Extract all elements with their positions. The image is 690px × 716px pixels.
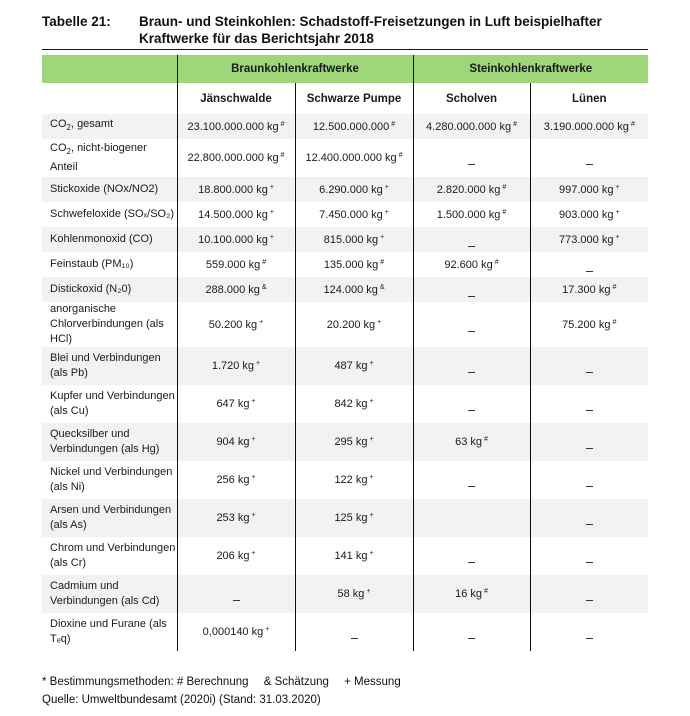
method-marker: + [251, 436, 256, 443]
value-cell-jaenschwalde [177, 499, 295, 537]
table-footer [42, 673, 401, 709]
emission-value: 63 kg [455, 436, 483, 448]
no-data-dash [468, 562, 475, 563]
corner-cell [42, 83, 177, 114]
table-row [42, 302, 648, 347]
pollutant-name-rest: , gesamt [70, 118, 114, 131]
table-title: Braun- und Steinkohlen: Schadstoff-Freisetzungen in Luft beispielhafter Kraftwerke für das Berichtsjahr 2018 [139, 14, 602, 46]
method-marker: + [269, 233, 274, 241]
table-row [42, 537, 648, 575]
value-cell-schwarze-pumpe [295, 461, 413, 499]
value-cell-scholven [413, 139, 530, 177]
method-berechnung: # Berechnung [176, 676, 249, 688]
emission-value: 124.000 kg [323, 283, 378, 296]
pollutant-name: Dioxine und Furane (als Tₑq) [42, 613, 177, 651]
value-cell-jaenschwalde [177, 423, 295, 461]
no-data-dash [468, 638, 475, 639]
method-marker: + [369, 550, 374, 557]
emission-value: 17.300 kg [562, 283, 611, 296]
method-marker: # [280, 152, 285, 159]
no-data-dash [586, 448, 593, 449]
value-cell-jaenschwalde [177, 177, 295, 202]
emission-value: 58 kg [337, 588, 365, 600]
no-data-dash [468, 372, 475, 373]
plant-header-luenen: Lünen [530, 83, 648, 114]
method-marker: # [280, 120, 285, 128]
emission-value: 253 kg [216, 512, 250, 524]
pollutant-name: Arsen und Verbindungen (als As) [42, 499, 177, 537]
emission-value: 18.800.000 kg [198, 183, 268, 196]
no-data-dash [586, 638, 593, 639]
value-cell-luenen [530, 385, 648, 423]
method-marker: + [251, 550, 256, 557]
pollutant-name [42, 139, 177, 177]
method-marker: + [256, 360, 261, 367]
value-cell-schwarze-pumpe [295, 347, 413, 385]
pollutant-name: Feinstaub (PM₁₀) [42, 252, 177, 277]
no-data-dash [586, 562, 593, 563]
pollutant-name: Distickoxid (N₂0) [42, 277, 177, 302]
emission-value: 295 kg [334, 436, 368, 448]
group-header-row [42, 55, 648, 83]
emission-value: 6.290.000 kg [319, 183, 383, 196]
method-marker: + [615, 208, 620, 216]
method-marker: # [262, 258, 267, 266]
value-cell-jaenschwalde [177, 252, 295, 277]
plant-header-row [42, 83, 648, 114]
table-row [42, 347, 648, 385]
emission-value: 206 kg [216, 550, 250, 562]
method-marker: + [384, 208, 389, 216]
method-marker: # [612, 318, 617, 326]
value-cell-luenen [530, 461, 648, 499]
method-marker: # [502, 208, 507, 216]
no-data-dash [468, 164, 475, 165]
value-cell-jaenschwalde [177, 575, 295, 613]
method-messung: + Messung [344, 676, 401, 688]
value-cell-scholven [413, 202, 530, 227]
table-row [42, 385, 648, 423]
corner-cell [42, 55, 177, 83]
method-marker: + [384, 183, 389, 191]
method-marker: # [630, 120, 635, 128]
pollutant-name [42, 114, 177, 139]
emission-value: 122 kg [334, 474, 368, 486]
value-cell-jaenschwalde [177, 347, 295, 385]
method-marker: # [612, 283, 617, 291]
value-cell-luenen [530, 202, 648, 227]
value-cell-jaenschwalde [177, 537, 295, 575]
method-marker: + [269, 208, 274, 216]
emissions-table [42, 55, 648, 651]
table-row [42, 177, 648, 202]
method-marker: # [502, 183, 507, 191]
emission-value: 904 kg [216, 436, 250, 448]
method-marker: + [251, 512, 256, 519]
method-marker: + [259, 318, 264, 326]
emission-value: 16 kg [455, 588, 483, 600]
caption-rule [42, 49, 648, 50]
value-cell-schwarze-pumpe [295, 423, 413, 461]
method-marker: + [251, 398, 256, 405]
emission-value: 1.500.000 kg [436, 208, 501, 221]
pollutant-name: Kupfer und Verbindungen (als Cu) [42, 385, 177, 423]
value-cell-scholven [413, 385, 530, 423]
pollutant-name-subscript: 2 [66, 123, 71, 133]
method-marker: # [494, 258, 499, 266]
table-row [42, 277, 648, 302]
group-header-braunkohle: Braunkohlenkraftwerke [177, 55, 413, 83]
pollutant-name-subscript: 2 [66, 147, 71, 157]
method-marker: + [366, 588, 371, 595]
emission-value: 20.200 kg [326, 318, 376, 331]
value-cell-jaenschwalde [177, 461, 295, 499]
value-cell-scholven [413, 227, 530, 252]
emission-value: 135.000 kg [323, 258, 379, 271]
methods-label: * Bestimmungsmethoden: [42, 676, 174, 688]
emission-value: 815.000 kg [323, 233, 379, 246]
table-row [42, 423, 648, 461]
pollutant-name: Cadmium und Verbindungen (als Cd) [42, 575, 177, 613]
method-marker: & [379, 283, 385, 291]
pollutant-name: Blei und Verbindungen (als Pb) [42, 347, 177, 385]
emission-value: 141 kg [334, 550, 368, 562]
value-cell-scholven [413, 252, 530, 277]
method-marker: # [513, 120, 517, 128]
table-row [42, 227, 648, 252]
emission-value: 23.100.000.000 kg [187, 120, 279, 133]
pollutant-name: Chrom und Verbindungen (als Cr) [42, 537, 177, 575]
pollutant-name: anorganische Chlorverbindungen (als HCl) [42, 302, 177, 347]
method-marker: # [391, 120, 396, 128]
emission-value: 125 kg [334, 512, 368, 524]
value-cell-schwarze-pumpe [295, 227, 413, 252]
no-data-dash [468, 296, 475, 297]
emission-value: 0,000140 kg [202, 626, 264, 638]
emission-value: 3.190.000.000 kg [543, 120, 629, 133]
value-cell-schwarze-pumpe [295, 575, 413, 613]
source-note: Quelle: Umweltbundesamt (2020i) (Stand: 31.03.2020) [42, 694, 321, 706]
emission-value: 22.800.000.000 kg [187, 152, 279, 164]
method-marker: + [251, 474, 256, 481]
method-marker: # [398, 152, 403, 159]
value-cell-luenen [530, 575, 648, 613]
value-cell-schwarze-pumpe [295, 177, 413, 202]
plant-header-jaenschwalde: Jänschwalde [177, 83, 295, 114]
emission-value: 559.000 kg [205, 258, 261, 271]
table-number: Tabelle 21: [42, 14, 111, 29]
value-cell-scholven [413, 177, 530, 202]
method-marker: + [265, 626, 270, 633]
method-marker: + [377, 318, 382, 326]
no-data-dash [586, 600, 593, 601]
emission-value: 92.600 kg [444, 258, 493, 271]
group-header-steinkohle: Steinkohlenkraftwerke [413, 55, 648, 83]
value-cell-scholven [413, 537, 530, 575]
value-cell-schwarze-pumpe [295, 277, 413, 302]
method-marker: + [369, 398, 374, 405]
value-cell-schwarze-pumpe [295, 302, 413, 347]
methods-legend [42, 673, 401, 691]
emission-value: 12.400.000.000 kg [305, 152, 397, 164]
pollutant-name-base: CO [50, 118, 67, 131]
value-cell-scholven [413, 277, 530, 302]
emission-value: 256 kg [216, 474, 250, 486]
value-cell-jaenschwalde [177, 227, 295, 252]
emission-value: 7.450.000 kg [319, 208, 383, 221]
table-row [42, 461, 648, 499]
pollutant-name: Schwefeloxide (SOₓ/SO₂) [42, 202, 177, 227]
value-cell-luenen [530, 423, 648, 461]
method-marker: + [369, 474, 374, 481]
value-cell-luenen [530, 537, 648, 575]
value-cell-jaenschwalde [177, 202, 295, 227]
no-data-dash [586, 486, 593, 487]
no-data-dash [586, 164, 593, 165]
table-row [42, 499, 648, 537]
value-cell-luenen [530, 302, 648, 347]
value-cell-scholven [413, 114, 530, 139]
emission-value: 487 kg [334, 360, 368, 372]
value-cell-schwarze-pumpe [295, 499, 413, 537]
no-data-dash [233, 600, 240, 601]
table-row [42, 252, 648, 277]
emission-value: 288.000 kg [205, 283, 260, 296]
value-cell-schwarze-pumpe [295, 613, 413, 651]
pollutant-name: Kohlenmonoxid (CO) [42, 227, 177, 252]
no-data-dash [468, 246, 475, 247]
emission-value: 647 kg [216, 398, 250, 410]
no-data-dash [468, 331, 475, 332]
value-cell-jaenschwalde [177, 385, 295, 423]
method-marker: + [269, 183, 274, 191]
method-marker: + [369, 436, 374, 443]
method-marker: + [615, 183, 620, 191]
value-cell-scholven [413, 347, 530, 385]
no-data-dash [468, 486, 475, 487]
pollutant-name: Nickel und Verbindungen (als Ni) [42, 461, 177, 499]
method-marker: # [484, 588, 488, 595]
value-cell-luenen [530, 499, 648, 537]
value-cell-luenen [530, 177, 648, 202]
value-cell-scholven [413, 575, 530, 613]
method-marker: & [261, 283, 267, 291]
method-schaetzung: & Schätzung [263, 676, 329, 688]
value-cell-luenen [530, 139, 648, 177]
emission-value: 997.000 kg [559, 183, 614, 196]
plant-header-schwarze-pumpe: Schwarze Pumpe [295, 83, 413, 114]
emission-value: 1.720 kg [211, 360, 255, 372]
value-cell-jaenschwalde [177, 302, 295, 347]
table-row [42, 139, 648, 177]
value-cell-schwarze-pumpe [295, 202, 413, 227]
value-cell-jaenschwalde [177, 114, 295, 139]
value-cell-scholven [413, 423, 530, 461]
method-marker: + [380, 233, 385, 241]
value-cell-jaenschwalde [177, 613, 295, 651]
table-row [42, 202, 648, 227]
pollutant-name: Stickoxide (NOx/NO2) [42, 177, 177, 202]
emission-value: 12.500.000.000 [312, 120, 390, 133]
table-row [42, 575, 648, 613]
value-cell-schwarze-pumpe [295, 139, 413, 177]
value-cell-schwarze-pumpe [295, 252, 413, 277]
no-data-dash [351, 638, 358, 639]
pollutant-name-base: CO [50, 142, 67, 155]
value-cell-scholven [413, 461, 530, 499]
method-marker: + [369, 512, 374, 519]
plant-header-scholven: Scholven [413, 83, 530, 114]
emission-value: 4.280.000.000 kg [426, 120, 512, 133]
method-marker: + [615, 233, 620, 241]
emission-value: 10.100.000 kg [198, 233, 268, 246]
value-cell-luenen [530, 252, 648, 277]
emission-value: 75.200 kg [562, 318, 611, 331]
no-data-dash [586, 410, 593, 411]
emission-value: 773.000 kg [559, 233, 614, 246]
emission-value: 903.000 kg [559, 208, 614, 221]
emission-value: 2.820.000 kg [436, 183, 501, 196]
value-cell-luenen [530, 227, 648, 252]
value-cell-schwarze-pumpe [295, 114, 413, 139]
value-cell-schwarze-pumpe [295, 385, 413, 423]
emission-value: 842 kg [334, 398, 368, 410]
no-data-dash [586, 372, 593, 373]
value-cell-luenen [530, 114, 648, 139]
method-marker: # [484, 436, 488, 443]
table-row [42, 613, 648, 651]
pollutant-name: Quecksilber und Verbindungen (als Hg) [42, 423, 177, 461]
no-data-dash [586, 524, 593, 525]
pollutant-name-rest: , nicht-biogener Anteil [50, 142, 147, 173]
emission-value: 14.500.000 kg [198, 208, 268, 221]
method-marker: + [369, 360, 374, 367]
no-data-dash [468, 410, 475, 411]
value-cell-jaenschwalde [177, 139, 295, 177]
value-cell-schwarze-pumpe [295, 537, 413, 575]
value-cell-scholven [413, 302, 530, 347]
value-cell-luenen [530, 347, 648, 385]
value-cell-scholven [413, 499, 530, 537]
value-cell-jaenschwalde [177, 277, 295, 302]
value-cell-luenen [530, 277, 648, 302]
no-data-dash [586, 271, 593, 272]
method-marker: # [380, 258, 385, 266]
value-cell-scholven [413, 613, 530, 651]
value-cell-luenen [530, 613, 648, 651]
table-row [42, 114, 648, 139]
emission-value: 50.200 kg [208, 318, 258, 331]
